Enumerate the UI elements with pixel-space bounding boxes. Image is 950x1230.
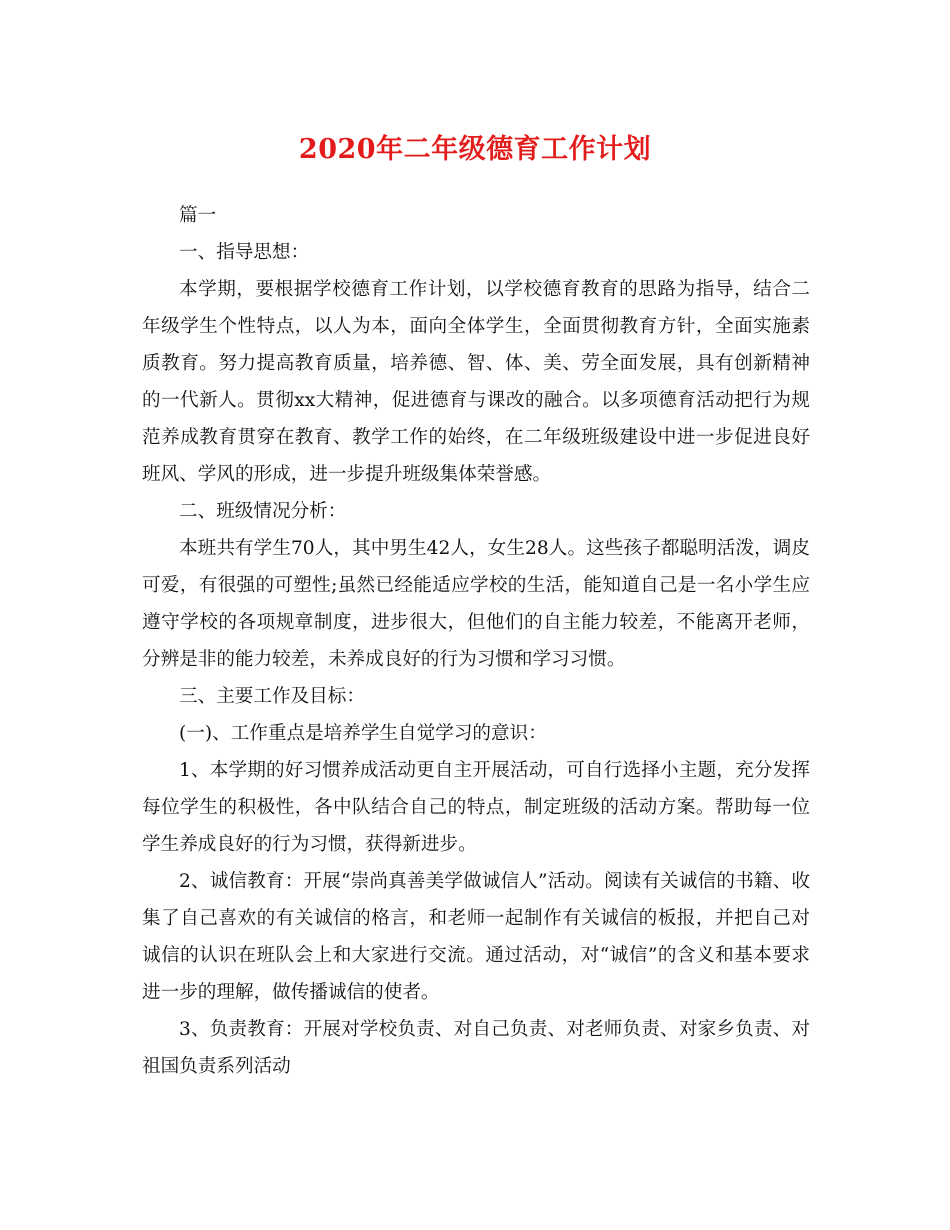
document-title: 2020年二年级德育工作计划: [298, 134, 652, 165]
document-body: [142, 197, 810, 1085]
heading-main-work: 三、主要工作及目标：: [179, 686, 365, 707]
paragraph-guiding-thought: 本学期，要根据学校德育工作计划，以学校德育教育的思路为指导，结合二年级学生个性特点，以人为本，面向全体学生，全面贯彻教育方针，全面实施素质教育。努力提高教育质量，培养德、智、体、美、劳全面发展，具有创新精神的一代新人。贯彻xx大精神，促进德育与课改的融合。以多项德育活动把行为规范养成教育贯穿在教育、教学工作的始终，在二年级班级建设中进一步促进良好班风、学风的形成，进一步提升班级集体荣誉感。: [142, 279, 810, 485]
subheading-work-focus: (一)、工作重点是培养学生自觉学习的意识：: [179, 723, 547, 744]
heading-class-analysis: 二、班级情况分析：: [179, 501, 347, 522]
paragraph-class-analysis: 本班共有学生70人，其中男生42人，女生28人。这些孩子都聪明活泼，调皮可爱，有很强的可塑性;虽然已经能适应学校的生活，能知道自己是一名小学生应遵守学校的各项规章制度，进步很大，但他们的自主能力较差，不能离开老师，分辨是非的能力较差，未养成良好的行为习惯和学习习惯。: [142, 538, 810, 670]
paragraph-item-2: 2、诚信教育：开展“崇尚真善美学做诚信人”活动。阅读有关诚信的书籍、收集了自己喜欢的有关诚信的格言，和老师一起制作有关诚信的板报，并把自己对诚信的认识在班队会上和大家进行交流。通过活动，对“诚信”的含义和基本要求进一步的理解，做传播诚信的使者。: [142, 871, 810, 1003]
paragraph-item-3: 3、负责教育：开展对学校负责、对自己负责、对老师负责、对家乡负责、对祖国负责系列活动: [142, 1019, 810, 1077]
paragraph-item-1: 1、本学期的好习惯养成活动更自主开展活动，可自行选择小主题，充分发挥每位学生的积极性，各中队结合自己的特点，制定班级的活动方案。帮助每一位学生养成良好的行为习惯，获得新进步。: [142, 760, 810, 855]
section-label: 篇一: [179, 205, 217, 226]
heading-guiding-thought: 一、指导思想：: [179, 242, 310, 263]
